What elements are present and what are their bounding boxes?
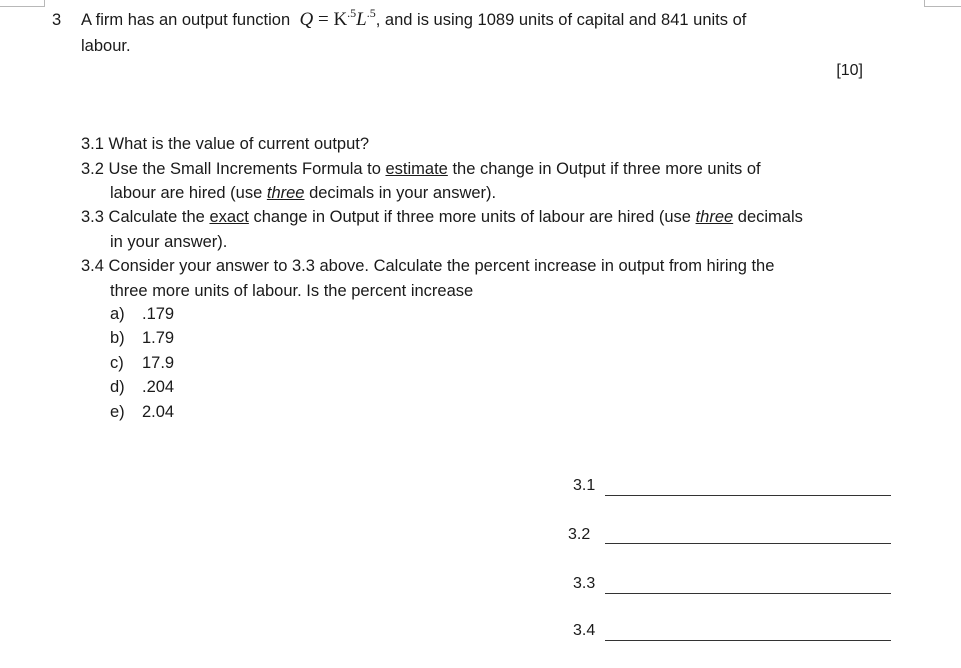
answer-line-3-3[interactable] xyxy=(605,593,891,594)
answer-line-3-4[interactable] xyxy=(605,640,891,641)
answer-line-3-1[interactable] xyxy=(605,495,891,496)
subquestion-3-2-line2: labour are hired (use three decimals in your answer). xyxy=(110,184,497,202)
option-e: e) 2.04 xyxy=(110,403,175,421)
page-corner-right xyxy=(924,0,961,7)
subquestion-3-4-line2: three more units of labour. Is the percent increase xyxy=(110,282,474,300)
output-function-formula: $Q = K^{.5}L^{.5}$ xyxy=(299,6,376,30)
answer-label-3-4: 3.4 xyxy=(573,622,596,639)
answer-label-3-2: 3.2 xyxy=(568,526,591,543)
subquestion-3-4-line1: 3.4 Consider your answer to 3.3 above. Calculate the percent increase in output from hiring the xyxy=(81,257,775,275)
page-corner-left xyxy=(0,0,45,7)
question-stem-line1 xyxy=(81,6,747,30)
subquestion-3-3-line1: 3.3 Calculate the exact change in Output if three more units of labour are hired (use three decimals xyxy=(81,208,803,226)
answer-line-3-2[interactable] xyxy=(605,543,891,544)
question-stem-line2: labour. xyxy=(81,37,131,55)
subquestion-3-3-line2: in your answer). xyxy=(110,233,228,251)
stem-prefix: A firm has an output function xyxy=(81,11,291,29)
question-marks: [10] xyxy=(836,62,863,79)
answer-label-3-3: 3.3 xyxy=(573,575,596,592)
subquestion-3-2-line1: 3.2 Use the Small Increments Formula to estimate the change in Output if three more units of xyxy=(81,160,761,178)
answer-label-3-1: 3.1 xyxy=(573,477,596,494)
option-b: b) 1.79 xyxy=(110,329,175,347)
question-number: 3 xyxy=(52,11,62,29)
option-c: c) 17.9 xyxy=(110,354,175,372)
subquestion-3-1: 3.1 What is the value of current output? xyxy=(81,135,370,153)
option-d: d) .204 xyxy=(110,378,175,396)
option-a: a) .179 xyxy=(110,305,175,323)
stem-suffix: , and is using 1089 units of capital and 841 units of xyxy=(375,11,747,29)
